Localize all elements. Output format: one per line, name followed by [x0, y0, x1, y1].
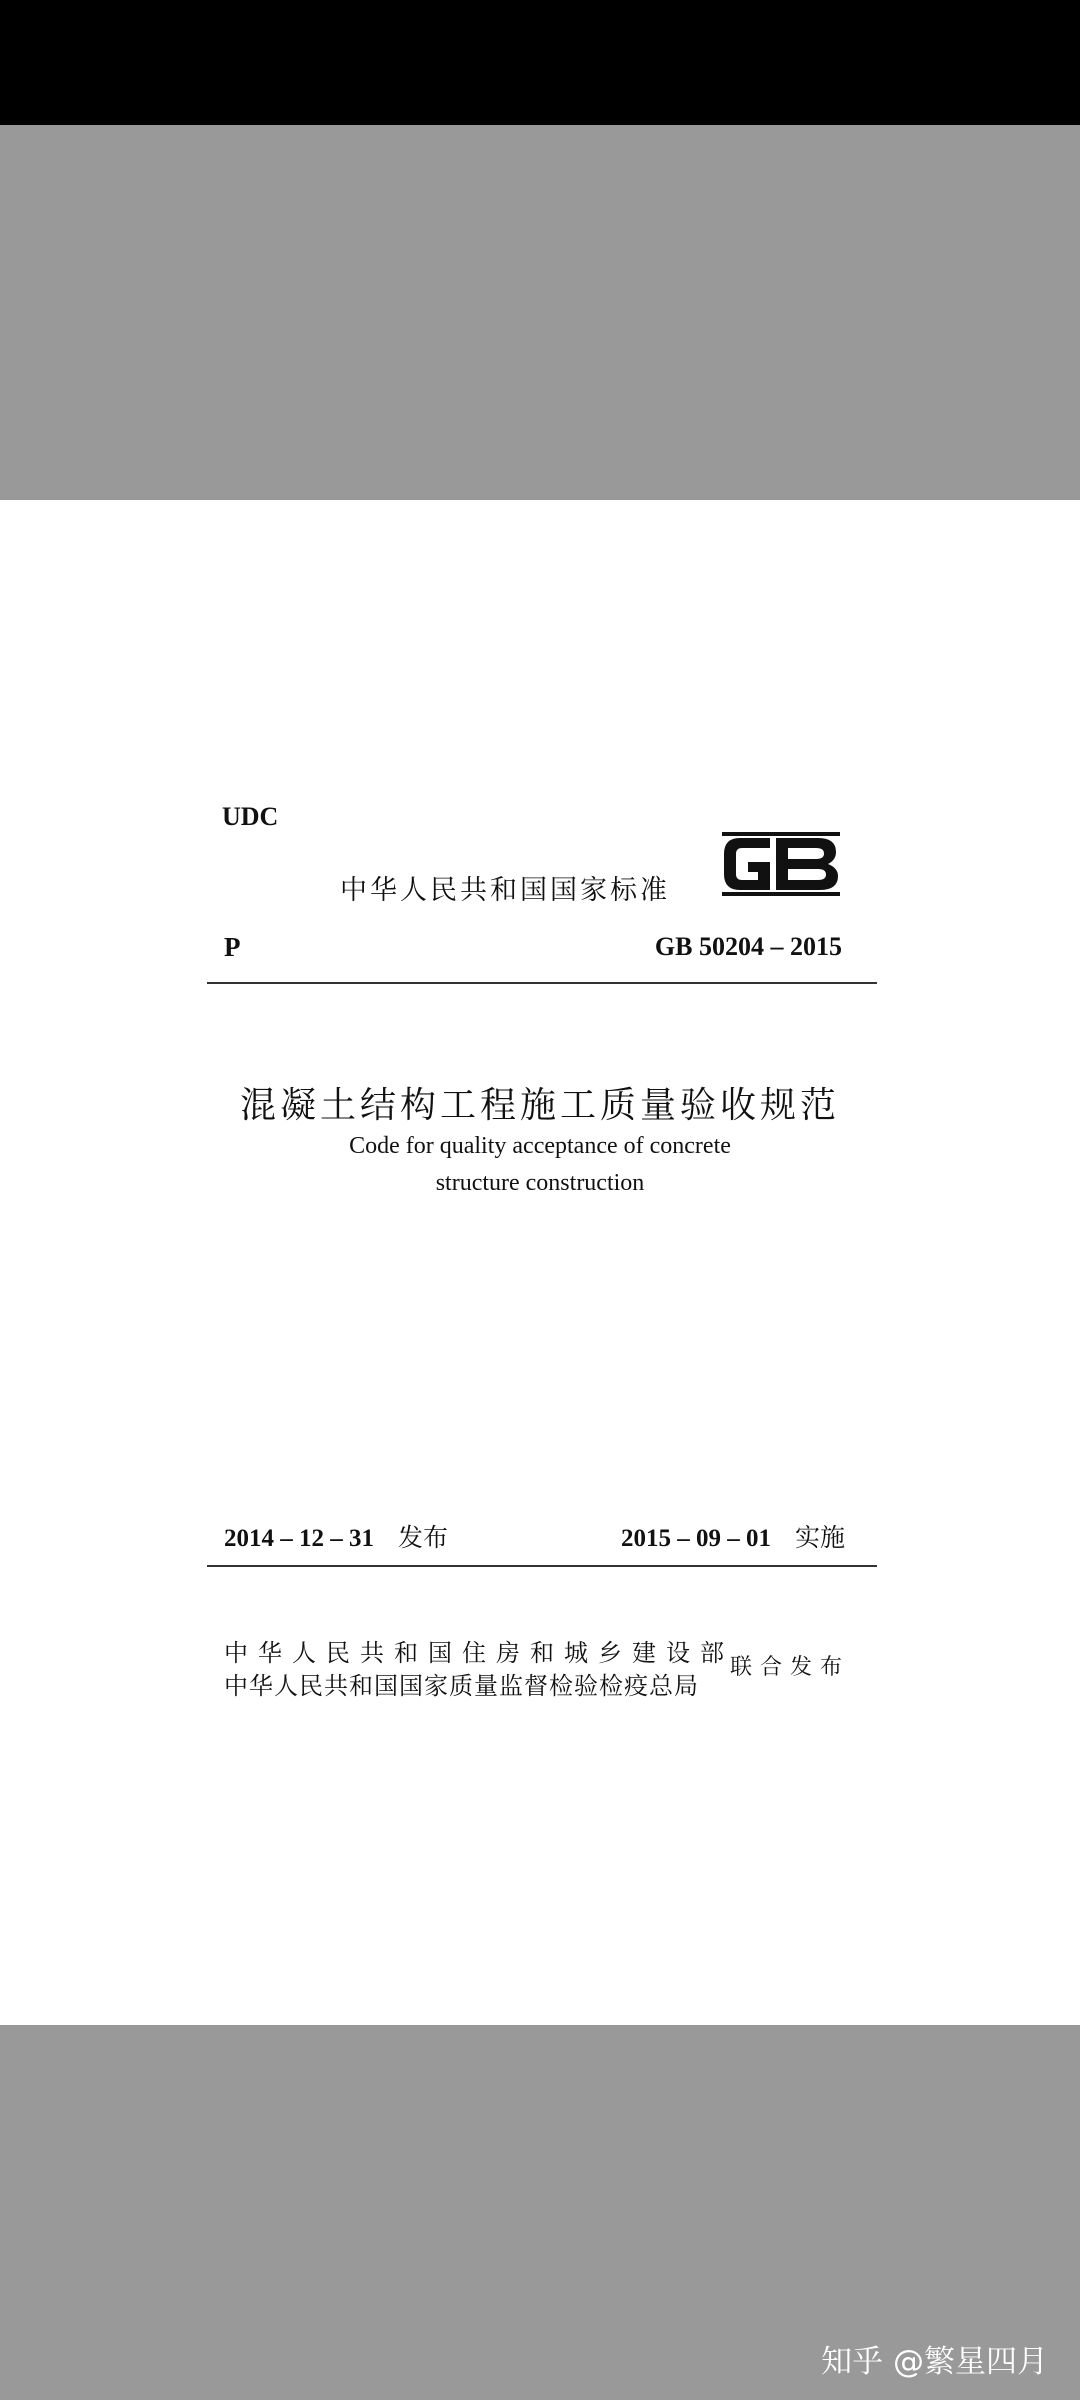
- implementation-date: 2015 – 09 – 01: [620, 1525, 771, 1552]
- category-code: P: [224, 932, 241, 962]
- gb-logo-icon: [718, 830, 844, 898]
- status-bar: [0, 0, 1080, 125]
- issuer-quality-administration: 中华人民共和国国家质量监督检验检疫总局: [224, 1672, 699, 1700]
- release-date: 2014 – 12 – 31: [224, 1525, 374, 1552]
- title-chinese: 混凝土结构工程施工质量验收规范: [239, 1085, 840, 1125]
- document-page[interactable]: [0, 500, 1080, 2025]
- release-info: [224, 1518, 448, 1554]
- release-label: 发布: [398, 1523, 449, 1552]
- implementation-label: 实施: [794, 1523, 845, 1552]
- watermark: 知乎 @繁星四月: [821, 2344, 1048, 2380]
- udc-label: UDC: [222, 802, 279, 831]
- title-english-line-2: structure construction: [435, 1170, 645, 1196]
- divider-top: [207, 982, 877, 984]
- title-english-line-1: Code for quality acceptance of concrete: [349, 1133, 731, 1159]
- implementation-info: [621, 1518, 845, 1554]
- issuer-ministry-housing: 中华人民共和国住房和城乡建设部: [224, 1639, 734, 1667]
- joint-release-label: 联合发布: [730, 1655, 851, 1680]
- divider-bottom: [207, 1565, 877, 1567]
- image-viewer-background-top: [0, 125, 1080, 500]
- standard-heading: 中华人民共和国国家标准: [340, 875, 670, 906]
- standard-number: GB 50204 – 2015: [654, 932, 842, 961]
